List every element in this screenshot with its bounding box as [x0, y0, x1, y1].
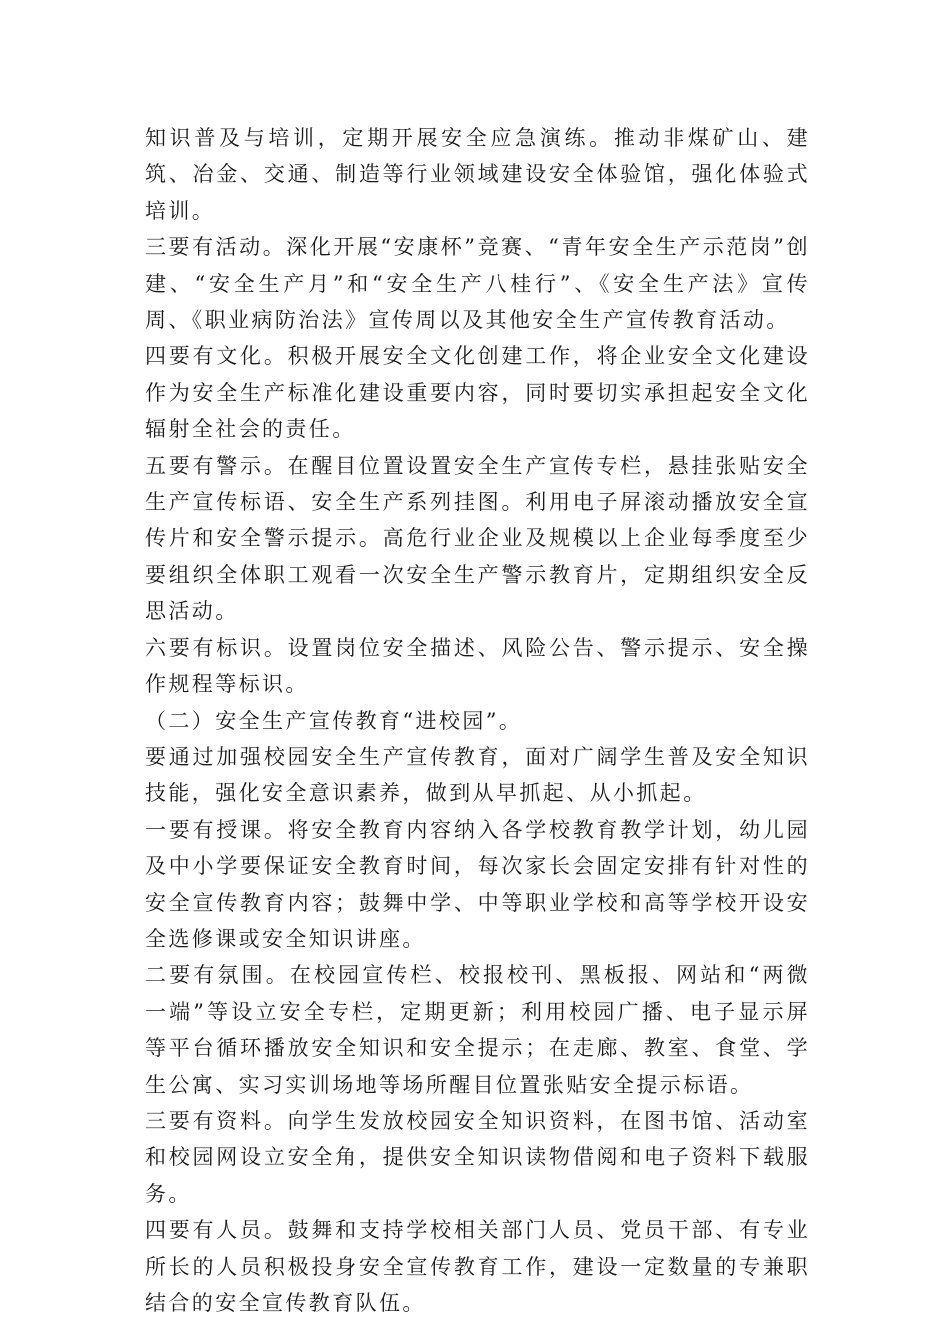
paragraph-materials: 三要有资料。向学生发放校园安全知识资料，在图书馆、活动室和校园网设立安全角，提供安全知识读物借阅和电子资料下载服务。 [145, 1108, 810, 1206]
paragraph-campus-intro: 要通过加强校园安全生产宣传教育，面对广阔学生普及安全知识技能，强化安全意识素养，做到从早抓起、从小抓起。 [145, 744, 810, 806]
paragraph-culture: 四要有文化。积极开展安全文化创建工作，将企业安全文化建设作为安全生产标准化建设重要内容，同时要切实承担起安全文化辐射全社会的责任。 [145, 344, 810, 442]
paragraph-warning: 五要有警示。在醒目位置设置安全生产宣传专栏，悬挂张贴安全生产宣传标语、安全生产系列挂图。利用电子屏滚动播放安全宣传片和安全警示提示。高危行业企业及规模以上企业每季度至少要组织全体职工观看一次安全生产警示教育片，定期组织安全反思活动。 [145, 453, 810, 624]
document-body [145, 120, 810, 1321]
paragraph-atmosphere: 二要有氛围。在校园宣传栏、校报校刊、黑板报、网站和“两微一端”等设立安全专栏，定期更新；利用校园广播、电子显示屏等平台循环播放安全知识和安全提示；在走廊、教室、食堂、学生公寓、实习实训场地等场所醒目位置张贴安全提示标语。 [145, 963, 810, 1097]
paragraph-signage: 六要有标识。设置岗位安全描述、风险公告、警示提示、安全操作规程等标识。 [145, 635, 810, 697]
section-heading-campus: （二）安全生产宣传教育“进校园”。 [145, 708, 523, 733]
paragraph-training: 知识普及与培训，定期开展安全应急演练。推动非煤矿山、建筑、冶金、交通、制造等行业领域建设安全体验馆，强化体验式培训。 [145, 126, 810, 223]
paragraph-personnel: 四要有人员。鼓舞和支持学校相关部门人员、党员干部、有专业所长的人员积极投身安全宣传教育工作，建设一定数量的专兼职结合的安全宣传教育队伍。 [145, 1218, 810, 1315]
paragraph-activities: 三要有活动。深化开展“安康杯”竞赛、“青年安全生产示范岗”创建、“安全生产月”和“安全生产八桂行”、《安全生产法》宣传周、《职业病防治法》宣传周以及其他安全生产宣传教育活动。 [145, 235, 810, 333]
paragraph-lessons: 一要有授课。将安全教育内容纳入各学校教育教学计划，幼儿园及中小学要保证安全教育时间，每次家长会固定安排有针对性的安全宣传教育内容；鼓舞中学、中等职业学校和高等学校开设安全选修课或安全知识讲座。 [145, 817, 810, 951]
